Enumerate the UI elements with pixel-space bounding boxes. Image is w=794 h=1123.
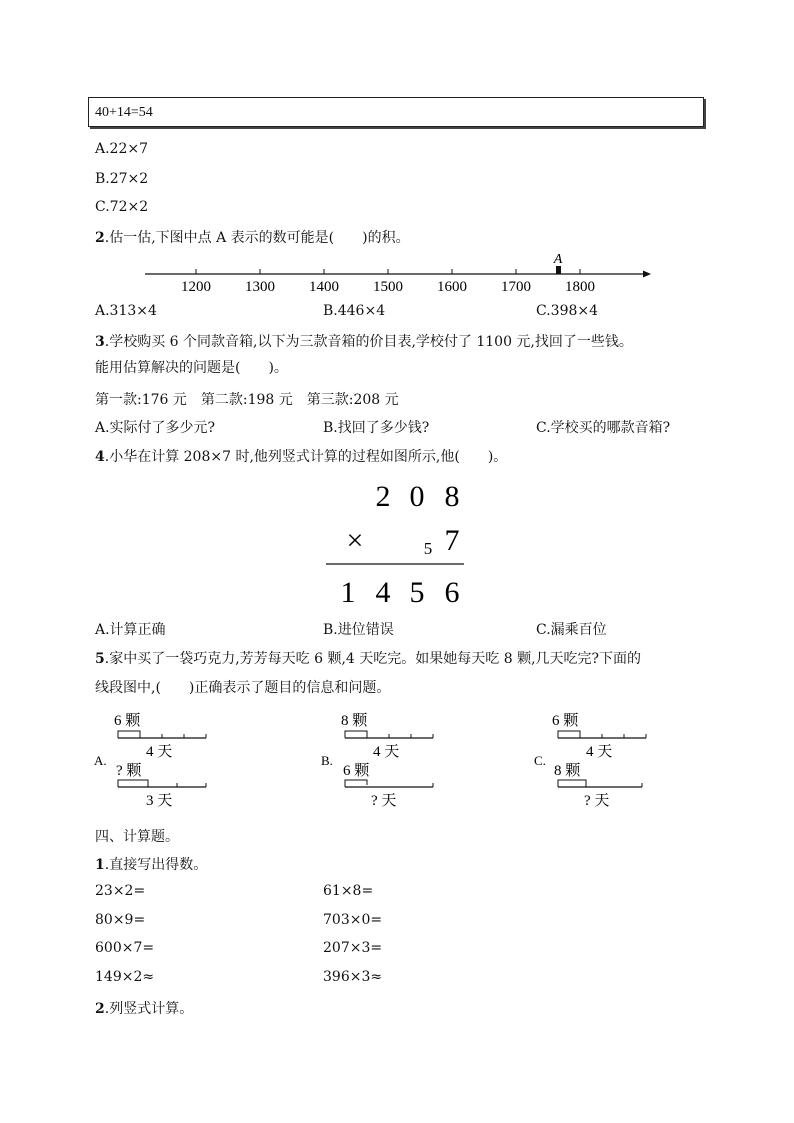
diagram-a-bottom-label: ? 颗	[116, 763, 142, 779]
q4-option-a: A.计算正确	[95, 622, 166, 638]
q4-number: 4	[95, 449, 105, 465]
calc-item: 61×8=	[323, 883, 374, 899]
q4-option-c: C.漏乘百位	[536, 622, 607, 638]
q3-prices: 第一款:176 元 第二款:198 元 第三款:208 元	[95, 392, 399, 408]
diagram-c-top-label: 6 颗	[552, 713, 579, 729]
top-digit-ones: 8	[444, 480, 460, 513]
option-b: B.27×2	[95, 171, 149, 187]
diagram-c-bottom-label: 8 颗	[554, 763, 581, 779]
calc-q2	[95, 998, 193, 1018]
result-digit-hundreds: 4	[375, 576, 391, 609]
q5-text: .家中买了一袋巧克力,芳芳每天吃 6 颗,4 天吃完。如果她每天吃 8 颗,几天吃完?下面的	[104, 651, 642, 667]
answer-box-text: 40+14=54	[95, 105, 153, 120]
top-digit-tens: 0	[409, 480, 425, 513]
times-sign: ×	[346, 524, 364, 557]
q2-question	[95, 227, 410, 247]
tick-label: 1700	[501, 279, 531, 295]
point-a-label: A	[553, 252, 563, 267]
option-c: C.72×2	[95, 199, 149, 215]
carry-digit: 5	[423, 539, 433, 558]
diagram-b-bottom-bracket	[345, 780, 367, 785]
option-a: A.22×7	[95, 141, 149, 157]
diagram-b-letter: B.	[321, 753, 333, 768]
q3-number: 3	[95, 334, 105, 350]
calc-q1-number: 1	[95, 857, 105, 873]
diagram-b-bottom-days: ? 天	[371, 793, 397, 809]
tick-label: 1400	[309, 279, 339, 295]
diagram-a-top-days: 4 天	[146, 744, 173, 760]
q3-option-b: B.找回了多少钱?	[323, 420, 430, 436]
calc-q2-number: 2	[95, 1001, 105, 1017]
diagram-a-top-bracket	[118, 731, 140, 736]
tick-label: 1800	[565, 279, 595, 295]
q4-question	[95, 446, 507, 466]
q5-line1	[95, 648, 641, 668]
diagram-a-bottom-bracket	[118, 780, 148, 785]
diagram-c-bottom-bracket	[558, 780, 586, 785]
diagram-a-bottom-days: 3 天	[146, 793, 173, 809]
diagram-c-top-bracket	[558, 731, 580, 736]
tick-label: 1200	[181, 279, 211, 295]
top-digit-hundreds: 2	[375, 480, 391, 513]
result-digit-ones: 6	[444, 576, 460, 609]
diagram-a-top-label: 6 颗	[114, 713, 141, 729]
diagram-b-bottom-label: 6 颗	[343, 763, 370, 779]
diagram-b-top-bracket	[345, 731, 367, 736]
q3-text: .学校购买 6 个同款音箱,以下为三款音箱的价目表,学校付了 1100 元,找回了一些钱。	[104, 334, 633, 350]
calc-q1	[95, 854, 207, 874]
number-line	[140, 250, 660, 300]
arrow-icon	[643, 271, 651, 278]
tick-label: 1600	[437, 279, 467, 295]
number-line-ticks	[181, 269, 595, 295]
q2-option-c: C.398×4	[536, 303, 599, 319]
q3-option-c: C.学校买的哪款音箱?	[536, 420, 671, 436]
calc-item: 149×2≈	[95, 969, 155, 985]
q5-number: 5	[95, 651, 105, 667]
diagram-c-bottom-days: ? 天	[584, 793, 610, 809]
diagram-b-top-label: 8 颗	[341, 713, 368, 729]
q2-option-a: A.313×4	[95, 303, 157, 319]
q2-number: 2	[95, 230, 105, 246]
q4-option-b: B.进位错误	[323, 622, 394, 638]
calc-item: 600×7=	[95, 940, 155, 956]
tick-label: 1300	[245, 279, 275, 295]
segment-diagram-a	[94, 705, 234, 810]
calc-item: 703×0=	[323, 912, 383, 928]
q5-line2: 线段图中,( )正确表示了题目的信息和问题。	[95, 680, 391, 696]
answer-box	[88, 97, 704, 127]
q3-option-a: A.实际付了多少元?	[95, 420, 216, 436]
q3-line2: 能用估算解决的问题是( )。	[95, 360, 288, 376]
segment-diagram-c	[534, 705, 674, 810]
result-digit-thousands: 1	[340, 576, 356, 609]
diagram-a-letter: A.	[94, 753, 107, 768]
calc-item: 80×9=	[95, 912, 146, 928]
diagram-c-top-days: 4 天	[586, 744, 613, 760]
calc-item: 207×3=	[323, 940, 383, 956]
calc-item: 23×2=	[95, 883, 146, 899]
calc-q2-text: .列竖式计算。	[104, 1001, 194, 1017]
point-a-marker	[556, 266, 561, 274]
tick-label: 1500	[373, 279, 403, 295]
multiplier-digit: 7	[444, 524, 460, 557]
result-digit-tens: 5	[409, 576, 425, 609]
q2-option-b: B.446×4	[323, 303, 386, 319]
calc-item: 396×3≈	[323, 969, 383, 985]
calc-q1-text: .直接写出得数。	[104, 857, 208, 873]
segment-diagram-b	[321, 705, 461, 810]
vertical-multiplication	[320, 470, 480, 610]
q4-text: .小华在计算 208×7 时,他列竖式计算的过程如图所示,他( )。	[104, 449, 508, 465]
q3-line1	[95, 331, 633, 351]
q2-text: .估一估,下图中点 A 表示的数可能是( )的积。	[104, 230, 410, 246]
diagram-b-top-days: 4 天	[373, 744, 400, 760]
section-4-title: 四、计算题。	[95, 829, 179, 845]
diagram-c-letter: C.	[534, 753, 546, 768]
